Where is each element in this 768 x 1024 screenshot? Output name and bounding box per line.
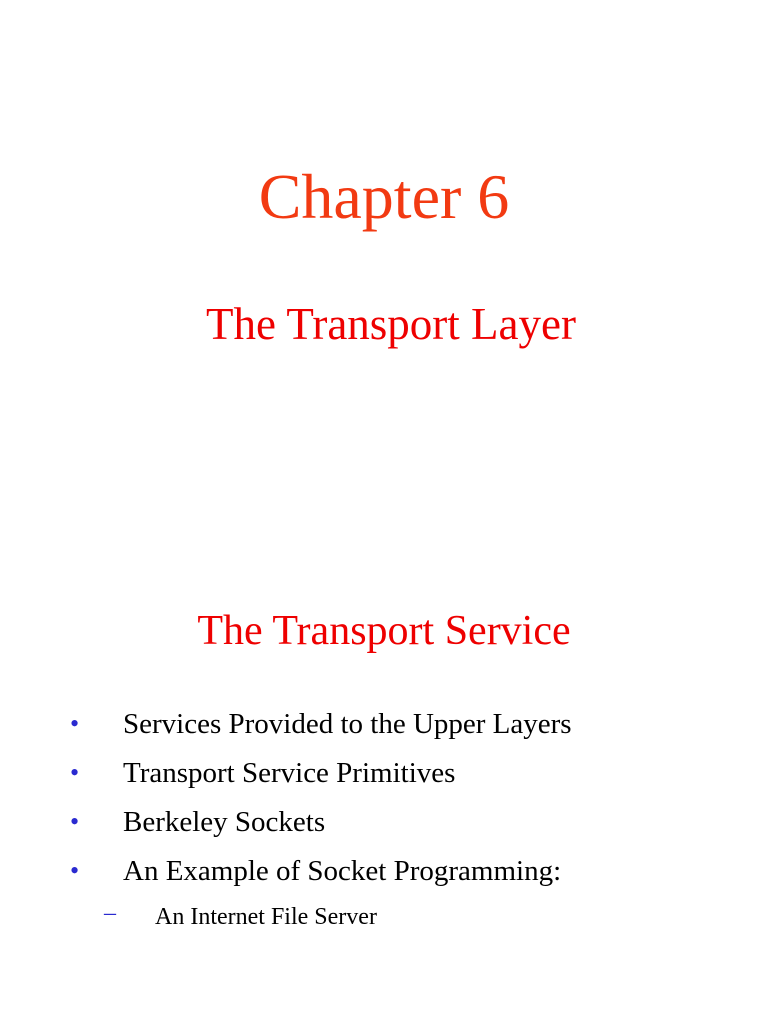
list-item <box>0 753 768 802</box>
bullet-text: Services Provided to the Upper Layers <box>123 708 572 740</box>
bullet-list <box>0 704 768 940</box>
bullet-text: Berkeley Sockets <box>123 806 326 838</box>
list-item <box>0 802 768 851</box>
chapter-subtitle: The Transport Layer <box>206 299 576 349</box>
bullet-text: Transport Service Primitives <box>123 757 456 789</box>
dash-icon: – <box>104 900 116 926</box>
bullet-text: An Example of Socket Programming: <box>123 855 562 887</box>
bullet-icon: • <box>70 807 80 836</box>
bullet-icon: • <box>70 758 80 787</box>
list-item <box>0 704 768 753</box>
list-item <box>0 851 768 900</box>
bullet-icon: • <box>70 709 80 738</box>
content-slide <box>0 512 768 1024</box>
bullet-icon: • <box>70 856 80 885</box>
chapter-title: Chapter 6 <box>258 161 510 232</box>
sub-list-item <box>0 900 768 940</box>
sub-bullet-text: An Internet File Server <box>155 904 377 930</box>
section-title: The Transport Service <box>197 608 571 654</box>
